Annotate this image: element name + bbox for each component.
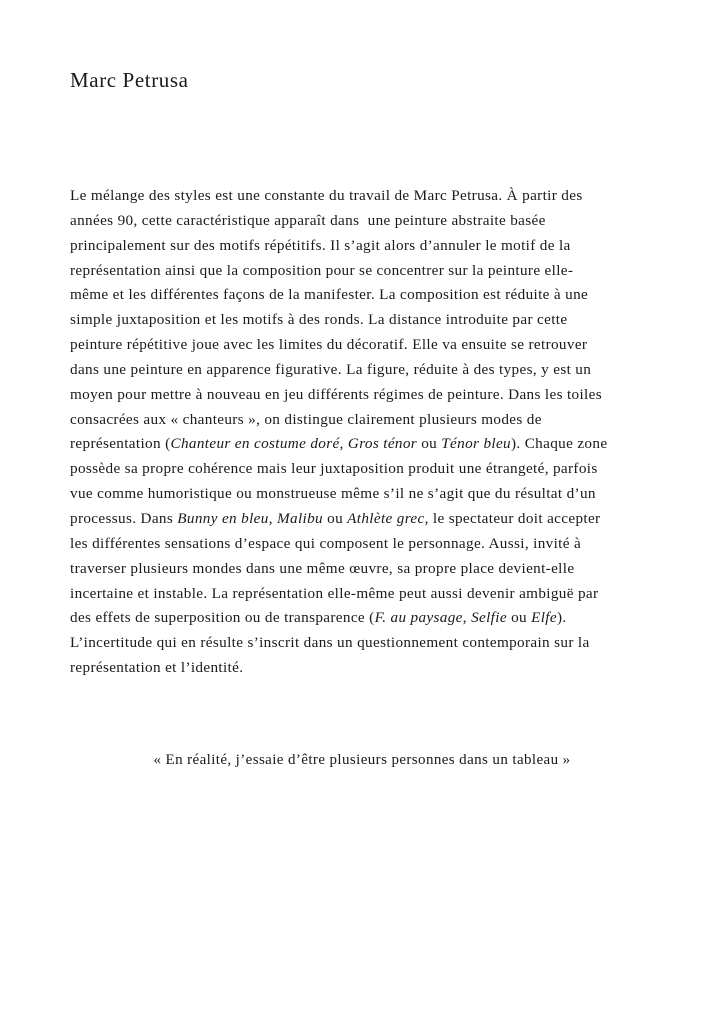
paragraph-line — [70, 184, 660, 209]
text-segment: peinture répétitive joue avec les limites du décoratif. Elle va ensuite se retrouver — [70, 336, 588, 354]
body-paragraph — [70, 184, 660, 681]
artwork-title: F. au paysage — [374, 609, 463, 627]
text-segment: des effets de superposition ou de transparence ( — [70, 609, 375, 627]
text-segment: même et les différentes façons de la manifester. La composition est réduite à une — [70, 286, 589, 304]
text-segment: ou — [417, 435, 442, 453]
text-segment: L’incertitude qui en résulte s’inscrit dans un questionnement contemporain sur la — [70, 634, 590, 652]
text-segment: représentation et l’identité. — [70, 659, 244, 677]
paragraph-line — [70, 457, 660, 482]
text-segment: possède sa propre cohérence mais leur juxtaposition produit une étrangeté, parfois — [70, 460, 598, 478]
text-segment: années 90, cette caractéristique apparaît dans une peinture abstraite basée — [70, 211, 546, 229]
paragraph-line — [70, 507, 660, 532]
paragraph-line — [70, 283, 660, 308]
paragraph-line — [70, 358, 660, 383]
paragraph-line — [70, 234, 660, 259]
paragraph-line — [70, 631, 660, 656]
text-segment: dans une peinture en apparence figurative. La figure, réduite à des types, y est un — [70, 360, 592, 378]
paragraph-line — [70, 656, 660, 681]
paragraph-line — [70, 432, 660, 457]
artwork-title: Elfe — [531, 609, 557, 627]
text-segment: représentation ainsi que la composition pour se concentrer sur la peinture elle- — [70, 261, 574, 279]
paragraph-line — [70, 606, 660, 631]
text-segment: , — [268, 509, 277, 527]
text-segment: ). Chaque zone — [511, 435, 608, 453]
text-segment: , — [462, 609, 472, 627]
paragraph-line — [70, 408, 660, 433]
text-segment: ou — [506, 609, 532, 627]
paragraph-line — [70, 482, 660, 507]
text-segment: représentation ( — [70, 435, 171, 453]
text-segment: les différentes sensations d’espace qui composent le personnage. Aussi, invité à — [70, 534, 582, 552]
text-segment: ou — [322, 509, 348, 527]
artwork-title: Bunny en bleu — [177, 509, 269, 527]
artwork-title: Chanteur en costume doré — [170, 435, 340, 453]
artwork-title: Athlète grec — [347, 509, 425, 527]
text-segment: vue comme humoristique ou monstrueuse même s’il ne s’agit que du résultat d’un — [70, 485, 596, 503]
paragraph-line — [70, 209, 660, 234]
text-segment: consacrées aux « chanteurs », on distingue clairement plusieurs modes de — [70, 410, 542, 428]
paragraph-line — [70, 259, 660, 284]
paragraph-line — [70, 557, 660, 582]
paragraph-line — [70, 308, 660, 333]
text-segment: , le spectateur doit accepter — [424, 509, 601, 527]
text-segment: moyen pour mettre à nouveau en jeu différents régimes de peinture. Dans les toiles — [70, 385, 602, 403]
text-segment: , — [339, 435, 348, 453]
text-segment: principalement sur des motifs répétitifs. Il s’agit alors d’annuler le motif de la — [70, 236, 571, 254]
paragraph-line — [70, 582, 660, 607]
artwork-title: Malibu — [277, 509, 323, 527]
paragraph-line — [70, 333, 660, 358]
text-segment: simple juxtaposition et les motifs à des ronds. La distance introduite par cette — [70, 311, 568, 329]
paragraph-line — [70, 532, 660, 557]
text-segment: ). — [556, 609, 567, 627]
paragraph-line — [70, 383, 660, 408]
artwork-title: Gros ténor — [347, 435, 418, 453]
artwork-title: Ténor bleu — [441, 435, 511, 453]
text-segment: processus. Dans — [70, 509, 178, 527]
artist-quote: « En réalité, j’essaie d’être plusieurs personnes dans un tableau » — [153, 752, 571, 768]
artwork-title: Selfie — [471, 609, 507, 627]
text-segment: incertaine et instable. La représentation elle-même peut aussi devenir ambiguë par — [70, 584, 599, 602]
text-segment: Le mélange des styles est une constante du travail de Marc Petrusa. À partir des — [70, 187, 583, 204]
page-title: Marc Petrusa — [70, 68, 189, 92]
text-segment: traverser plusieurs mondes dans une même œuvre, sa propre place devient-elle — [70, 559, 575, 577]
